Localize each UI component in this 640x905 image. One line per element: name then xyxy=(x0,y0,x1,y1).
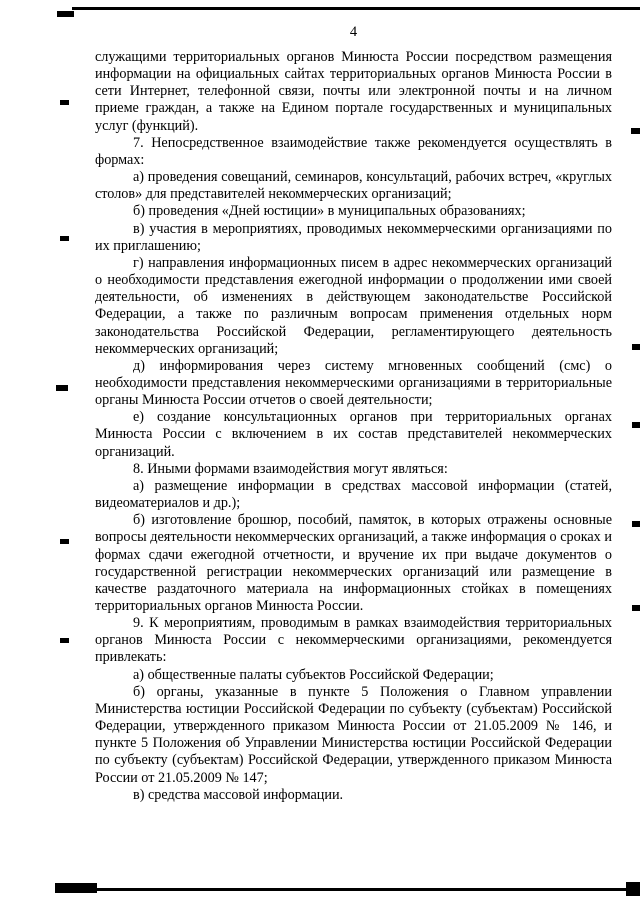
scan-artifact xyxy=(60,100,69,105)
paragraph-item-7a: а) проведения совещаний, семинаров, консультаций, рабочих встреч, «круглых столов» для представителей некоммерческих организаций; xyxy=(95,169,612,203)
scan-artifact xyxy=(632,344,640,350)
scan-artifact xyxy=(632,422,640,428)
paragraph-continuation: служащими территориальных органов Минюста России посредством размещения информации на официальных сайтах территориальных органов Минюста России в сети Интернет, телефонной связи, почты или электронной почты и на личном приеме граждан, а также на Едином портале государственных и муниципальных услуг (функций). xyxy=(95,49,612,134)
scan-artifact xyxy=(56,385,68,391)
paragraph-item-7v: в) участия в мероприятиях, проводимых некоммерческими организациями по их приглашению; xyxy=(95,220,612,254)
paragraph-item-7b: б) проведения «Дней юстиции» в муниципальных образованиях; xyxy=(133,203,526,220)
scan-artifact xyxy=(631,128,640,134)
scan-artifact xyxy=(632,605,640,611)
paragraph-item-7d: д) информирования через систему мгновенных сообщений (смс) о необходимости представления некоммерческими организациями в территориальные органы Минюста России отчетов о своей деятельности; xyxy=(95,357,612,409)
paragraph-item-7: 7. Непосредственное взаимодействие также рекомендуется осуществлять в формах: xyxy=(95,134,612,168)
page-number: 4 xyxy=(349,24,358,40)
paragraph-item-9v: в) средства массовой информации. xyxy=(133,786,344,803)
scan-artifact xyxy=(57,11,74,17)
scan-artifact xyxy=(60,236,69,241)
document-body xyxy=(95,49,612,804)
paragraph-item-9: 9. К мероприятиям, проводимым в рамках взаимодействия территориальных органов Минюста России с некоммерческими организациями, рекомендуется привлекать: xyxy=(95,615,612,666)
scan-artifact xyxy=(60,638,69,643)
scan-artifact-bottom-blob-right xyxy=(626,882,640,896)
paragraph-item-9b: б) органы, указанные в пункте 5 Положения о Главном управлении Министерства юстиции Российской Федерации по субъекту (субъектам) Российской Федерации, утвержденного приказом Минюста России от 21.05.2009 № 146, и пункте 5 Положения об Управлении Министерства юстиции Российской Федерации по субъекту (субъектам) Российской Федерации, утвержденного приказом Минюста России от 21.05.2009 № 147; xyxy=(95,683,612,786)
scan-artifact xyxy=(60,539,69,544)
scan-artifact xyxy=(632,521,640,527)
scan-artifact-top-line xyxy=(72,7,640,10)
scan-artifact-bottom-line xyxy=(55,888,640,891)
paragraph-item-8: 8. Иными формами взаимодействия могут являться: xyxy=(133,460,448,477)
paragraph-item-7g: г) направления информационных писем в адрес некоммерческих организаций о необходимости представления ежегодной информации о продолжении ими своей деятельности, об изменениях в действующем законодательстве Российской Федерации, а также по различным вопросам применения отдельных норм законодательства Российской Федерации, регламентирующего деятельность некоммерческих организаций; xyxy=(95,254,612,357)
paragraph-item-9a: а) общественные палаты субъектов Российской Федерации; xyxy=(133,666,494,683)
paragraph-item-7e: е) создание консультационных органов при территориальных органах Минюста России с включением в их состав представителей некоммерческих организаций. xyxy=(95,409,612,460)
paragraph-item-8a: а) размещение информации в средствах массовой информации (статей, видеоматериалов и др.); xyxy=(95,477,612,512)
paragraph-item-8b: б) изготовление брошюр, пособий, памяток, в которых отражены основные вопросы деятельности некоммерческих организаций, а также информация о сроках и формах сдачи ежегодной отчетности, и вручение их при выдаче документов о государственной регистрации некоммерческих организаций или размещение в качестве раздаточного материала на информационных стойках в помещениях территориальных органов Минюста России. xyxy=(95,512,612,614)
